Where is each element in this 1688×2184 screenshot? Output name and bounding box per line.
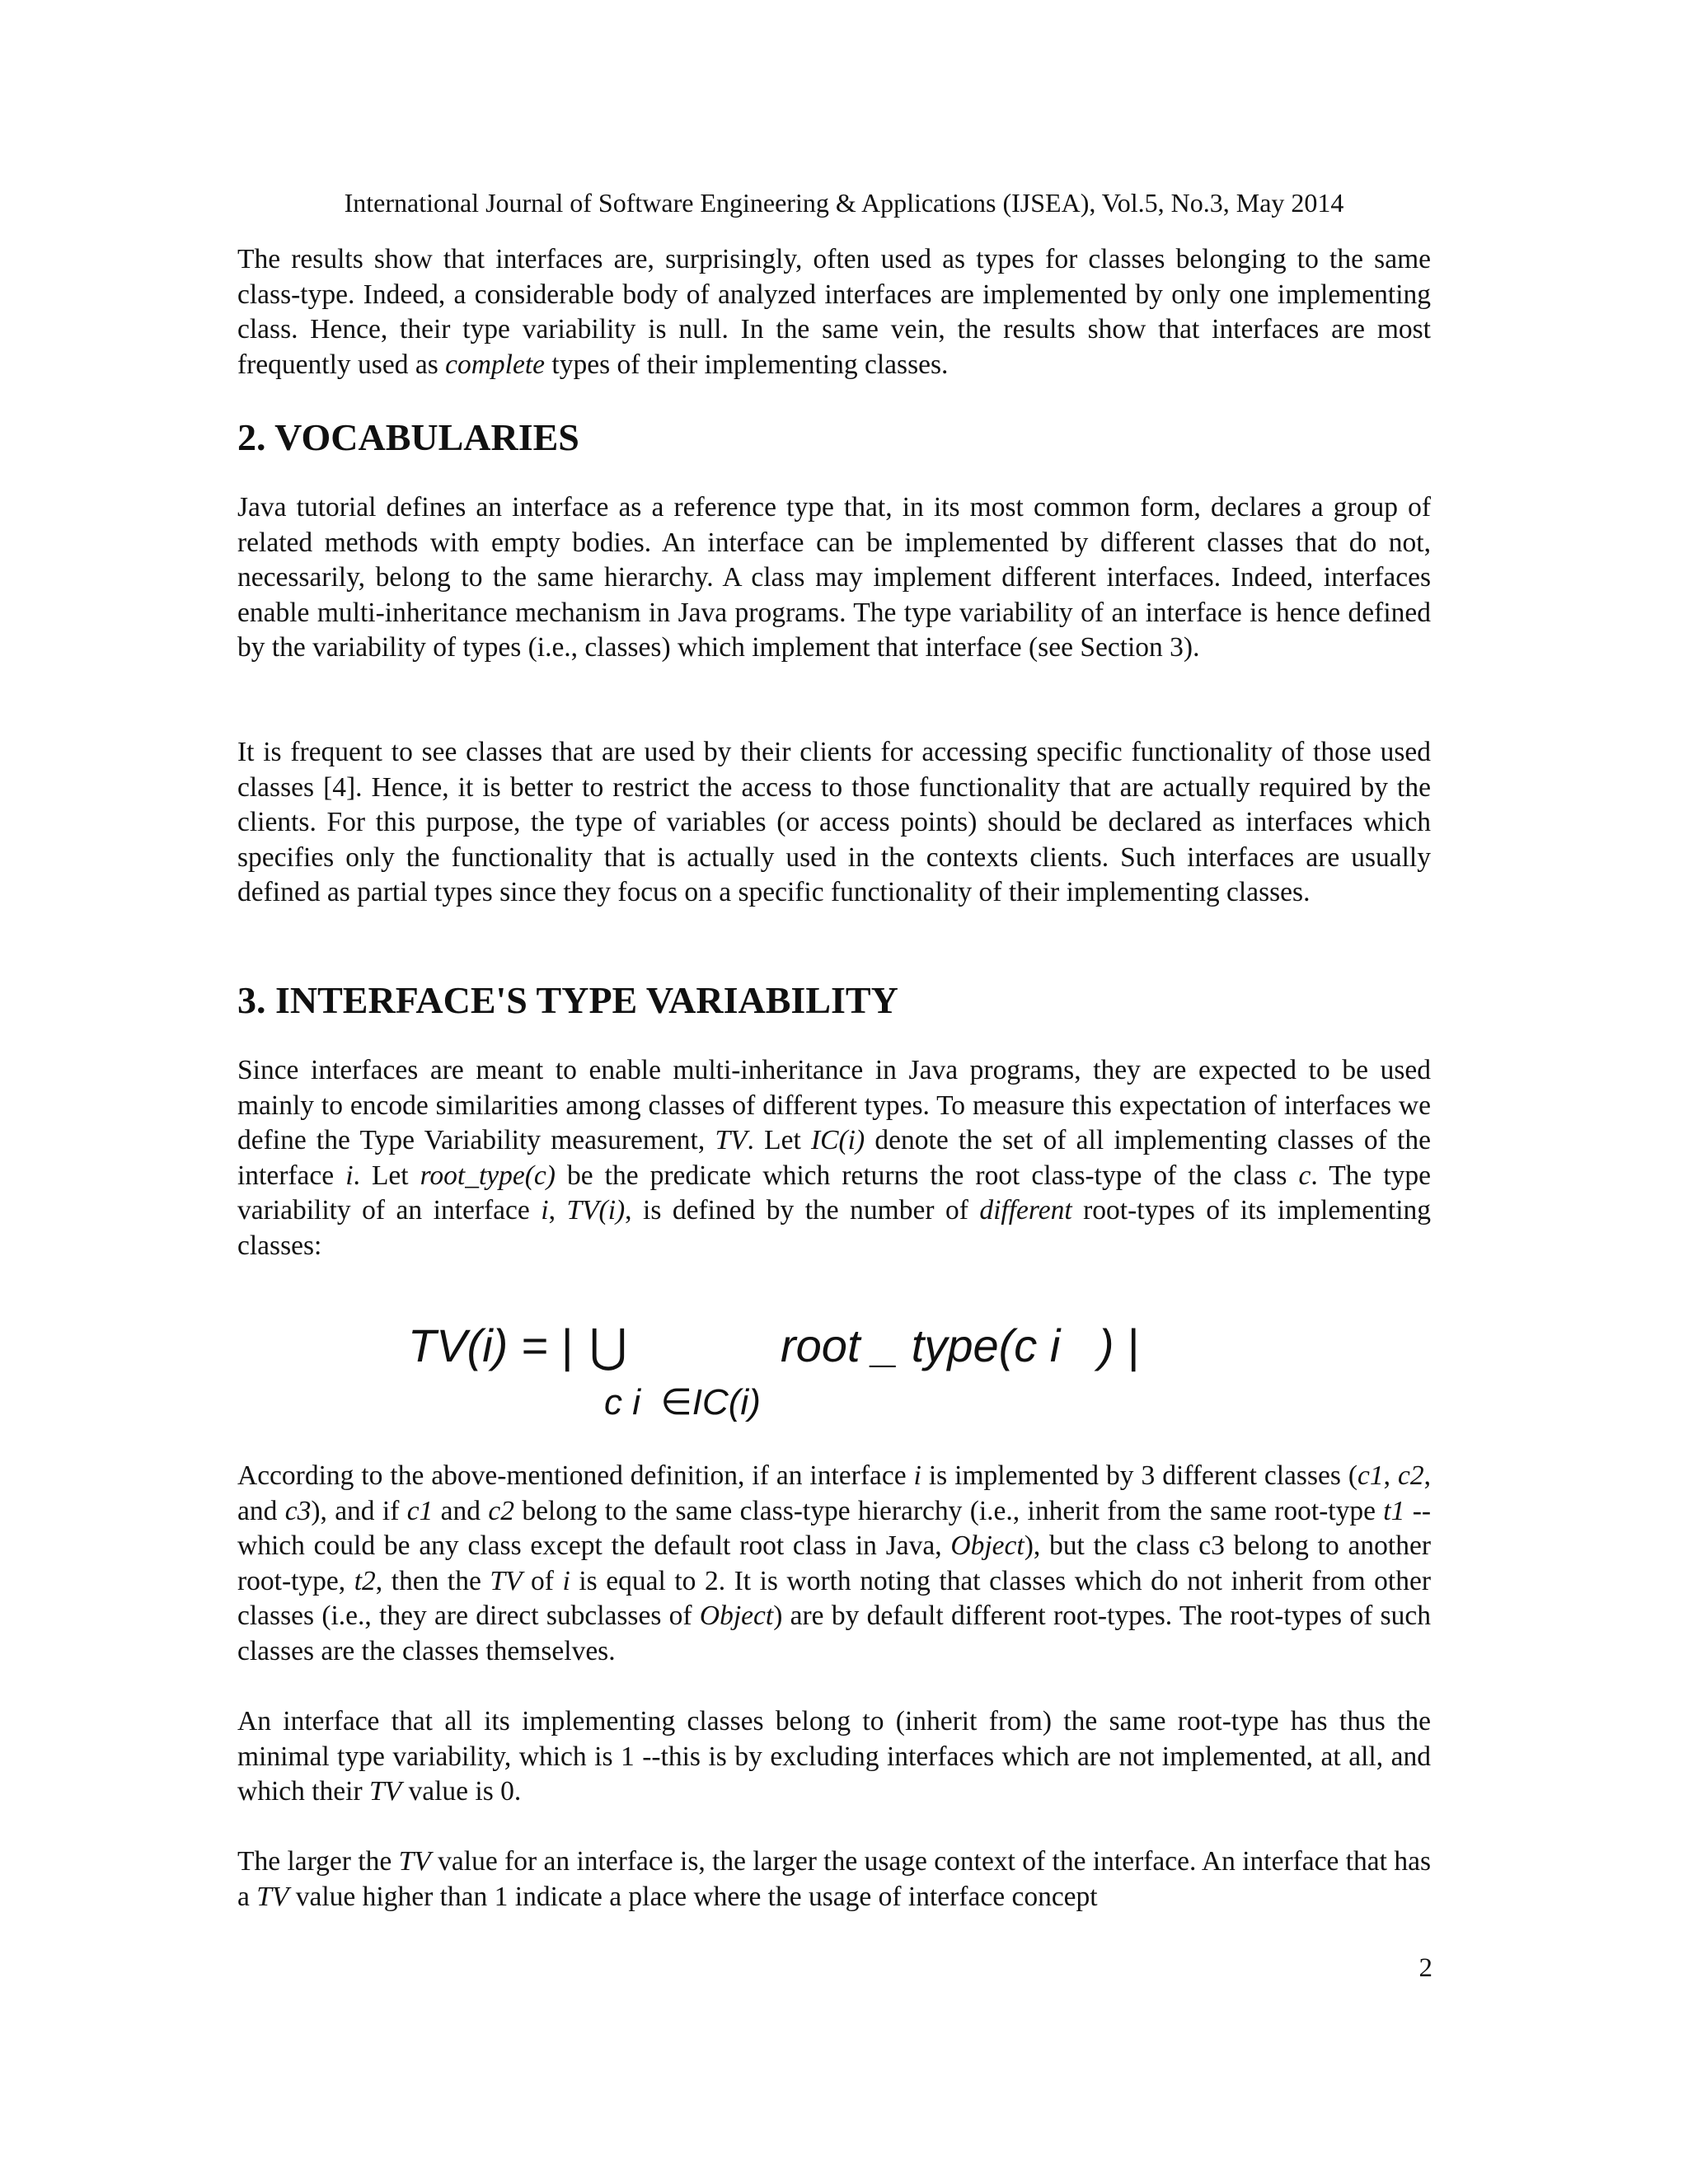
emphasis: c3 (284, 1495, 312, 1526)
emphasis: TV (490, 1565, 523, 1596)
text-run: , (548, 1195, 567, 1226)
formula-rhs: root _ type(c i ) | (781, 1319, 1139, 1371)
section-3-paragraph-2 (237, 1459, 1431, 1669)
text-run: . Let (747, 1125, 812, 1155)
text-run: types of their implementing classes. (545, 349, 949, 380)
emphasis: i (345, 1160, 354, 1191)
paragraph: Java tutorial defines an interface as a reference type that, in its most common form, declares a group of related methods with empty bodies. An interface can be implemented by different classes that do not, necessarily, belong to the same hierarchy. A class may implement different interfaces. Indeed, interfaces enable multi-inheritance mechanism in Java programs. The type variability of an interface is hence defined by the variability of types (i.e., classes) which implement that interface (see Section 3). (237, 492, 1431, 663)
emphasis: Object (699, 1601, 774, 1631)
section-3-paragraph-3 (237, 1704, 1431, 1810)
section-heading: 2. VOCABULARIES (237, 416, 579, 458)
emphasis: TV (398, 1846, 431, 1877)
text-run: , then the (375, 1565, 490, 1596)
text-run: and (433, 1495, 489, 1526)
type-variability-formula (408, 1319, 1166, 1434)
emphasis: c1 (1357, 1460, 1384, 1491)
section-heading: 3. INTERFACE'S TYPE VARIABILITY (237, 979, 898, 1021)
text-run: belong to the same class-type hierarchy (i.e., inherit from the same root-type (513, 1495, 1384, 1526)
emphasis: TV(i) (566, 1195, 626, 1226)
text-run: denote the set of all implementing classes of the interface (237, 1125, 1431, 1191)
emphasis: c2 (488, 1495, 514, 1526)
section-3-heading (237, 977, 1431, 1024)
text-run: value higher than 1 indicate a place where the usage of interface concept (288, 1881, 1098, 1912)
text-run: Since interfaces are meant to enable multi-inheritance in Java programs, they are expected to be used mainly to encode similarities among classes of different types. To measure this expectation of interfaces we define the Type Variability measurement, (237, 1055, 1431, 1155)
emphasis: complete (445, 349, 546, 380)
text-run: value for an interface is, the larger the usage context of the interface. An interface that has a (237, 1846, 1432, 1912)
text-run: is equal to 2. It is worth noting that classes which do not inherit from other classes (i.e., they are direct subclasses of (237, 1565, 1432, 1631)
text-run: be the predicate which returns the root class-type of the class (555, 1160, 1299, 1191)
text-run: ), but the class c3 belong to another root-type, (237, 1530, 1431, 1596)
text-run: According to the above-mentioned definition, if an interface (237, 1460, 914, 1491)
text-run: ) are by default different root-types. The root-types of such classes are the classes themselves. (237, 1601, 1431, 1666)
section-3-paragraph-4 (237, 1844, 1431, 1915)
text-run: ), and if (311, 1495, 407, 1526)
section-2-heading (237, 415, 1431, 461)
text-run: is implemented by 3 different classes ( (921, 1460, 1358, 1491)
text-run: The larger the (237, 1846, 399, 1877)
section-2-paragraph-2 (237, 735, 1431, 911)
emphasis: root_type(c) (420, 1160, 556, 1191)
emphasis: t1 (1383, 1495, 1405, 1526)
union-symbol: ⋃ (589, 1319, 627, 1371)
page-number: 2 (1418, 1953, 1432, 1983)
paragraph: It is frequent to see classes that are used by their clients for accessing specific functionality of those used classes [4]. Hence, it is better to restrict the access to those functionality that are actually required by the clients. For this purpose, the type of variables (or access points) should be declared as interfaces which specifies only the functionality that is actually used in the contexts clients. Such interfaces are usually defined as partial types since they focus on a specific functionality of their implementing classes. (237, 737, 1431, 907)
emphasis: t2 (354, 1565, 376, 1596)
text-run: --which could be any class except the default root class in Java, (237, 1495, 1432, 1561)
text-run: The results show that interfaces are, surprisingly, often used as types for classes belonging to the same class-type. Indeed, a considerable body of analyzed interfaces are implemented by only one implementing class. Hence, their type variability is null. In the same vein, the results show that interfaces are most frequently used as (237, 244, 1431, 380)
formula-lhs: TV(i) = | (408, 1319, 586, 1371)
text-run: root-types of its implementing classes: (237, 1195, 1432, 1261)
emphasis: TV (369, 1776, 402, 1807)
section-3-paragraph-1 (237, 1053, 1431, 1263)
emphasis: Object (950, 1530, 1025, 1561)
text-run: value is 0. (401, 1776, 522, 1807)
journal-header: International Journal of Software Engineering & Applications (IJSEA), Vol.5, No.3, May 2014 (344, 188, 1344, 218)
text-run: , (1383, 1460, 1398, 1491)
emphasis: TV (715, 1125, 748, 1155)
formula-subscript: c i ∈IC(i) (604, 1382, 761, 1422)
section-2-paragraph-1 (237, 490, 1431, 666)
emphasis: c (1298, 1160, 1311, 1191)
emphasis: i (541, 1195, 549, 1226)
text-run: , is defined by the number of (625, 1195, 980, 1226)
text-run: . The type variability of an interface (237, 1160, 1431, 1226)
emphasis: TV (256, 1881, 289, 1912)
text-run: An interface that all its implementing classes belong to (inherit from) the same root-type has thus the minimal type variability, which is 1 --this is by excluding interfaces which are not implemented, at all, and which their (237, 1706, 1431, 1807)
emphasis: IC(i) (811, 1125, 865, 1155)
text-run: , and (237, 1460, 1431, 1526)
emphasis: c1 (406, 1495, 434, 1526)
text-run: . Let (353, 1160, 420, 1191)
text-run: of (522, 1565, 563, 1596)
intro-paragraph (237, 242, 1431, 382)
emphasis: i (562, 1565, 570, 1596)
emphasis: i (913, 1460, 921, 1491)
emphasis: different (979, 1195, 1072, 1226)
emphasis: c2 (1398, 1460, 1424, 1491)
